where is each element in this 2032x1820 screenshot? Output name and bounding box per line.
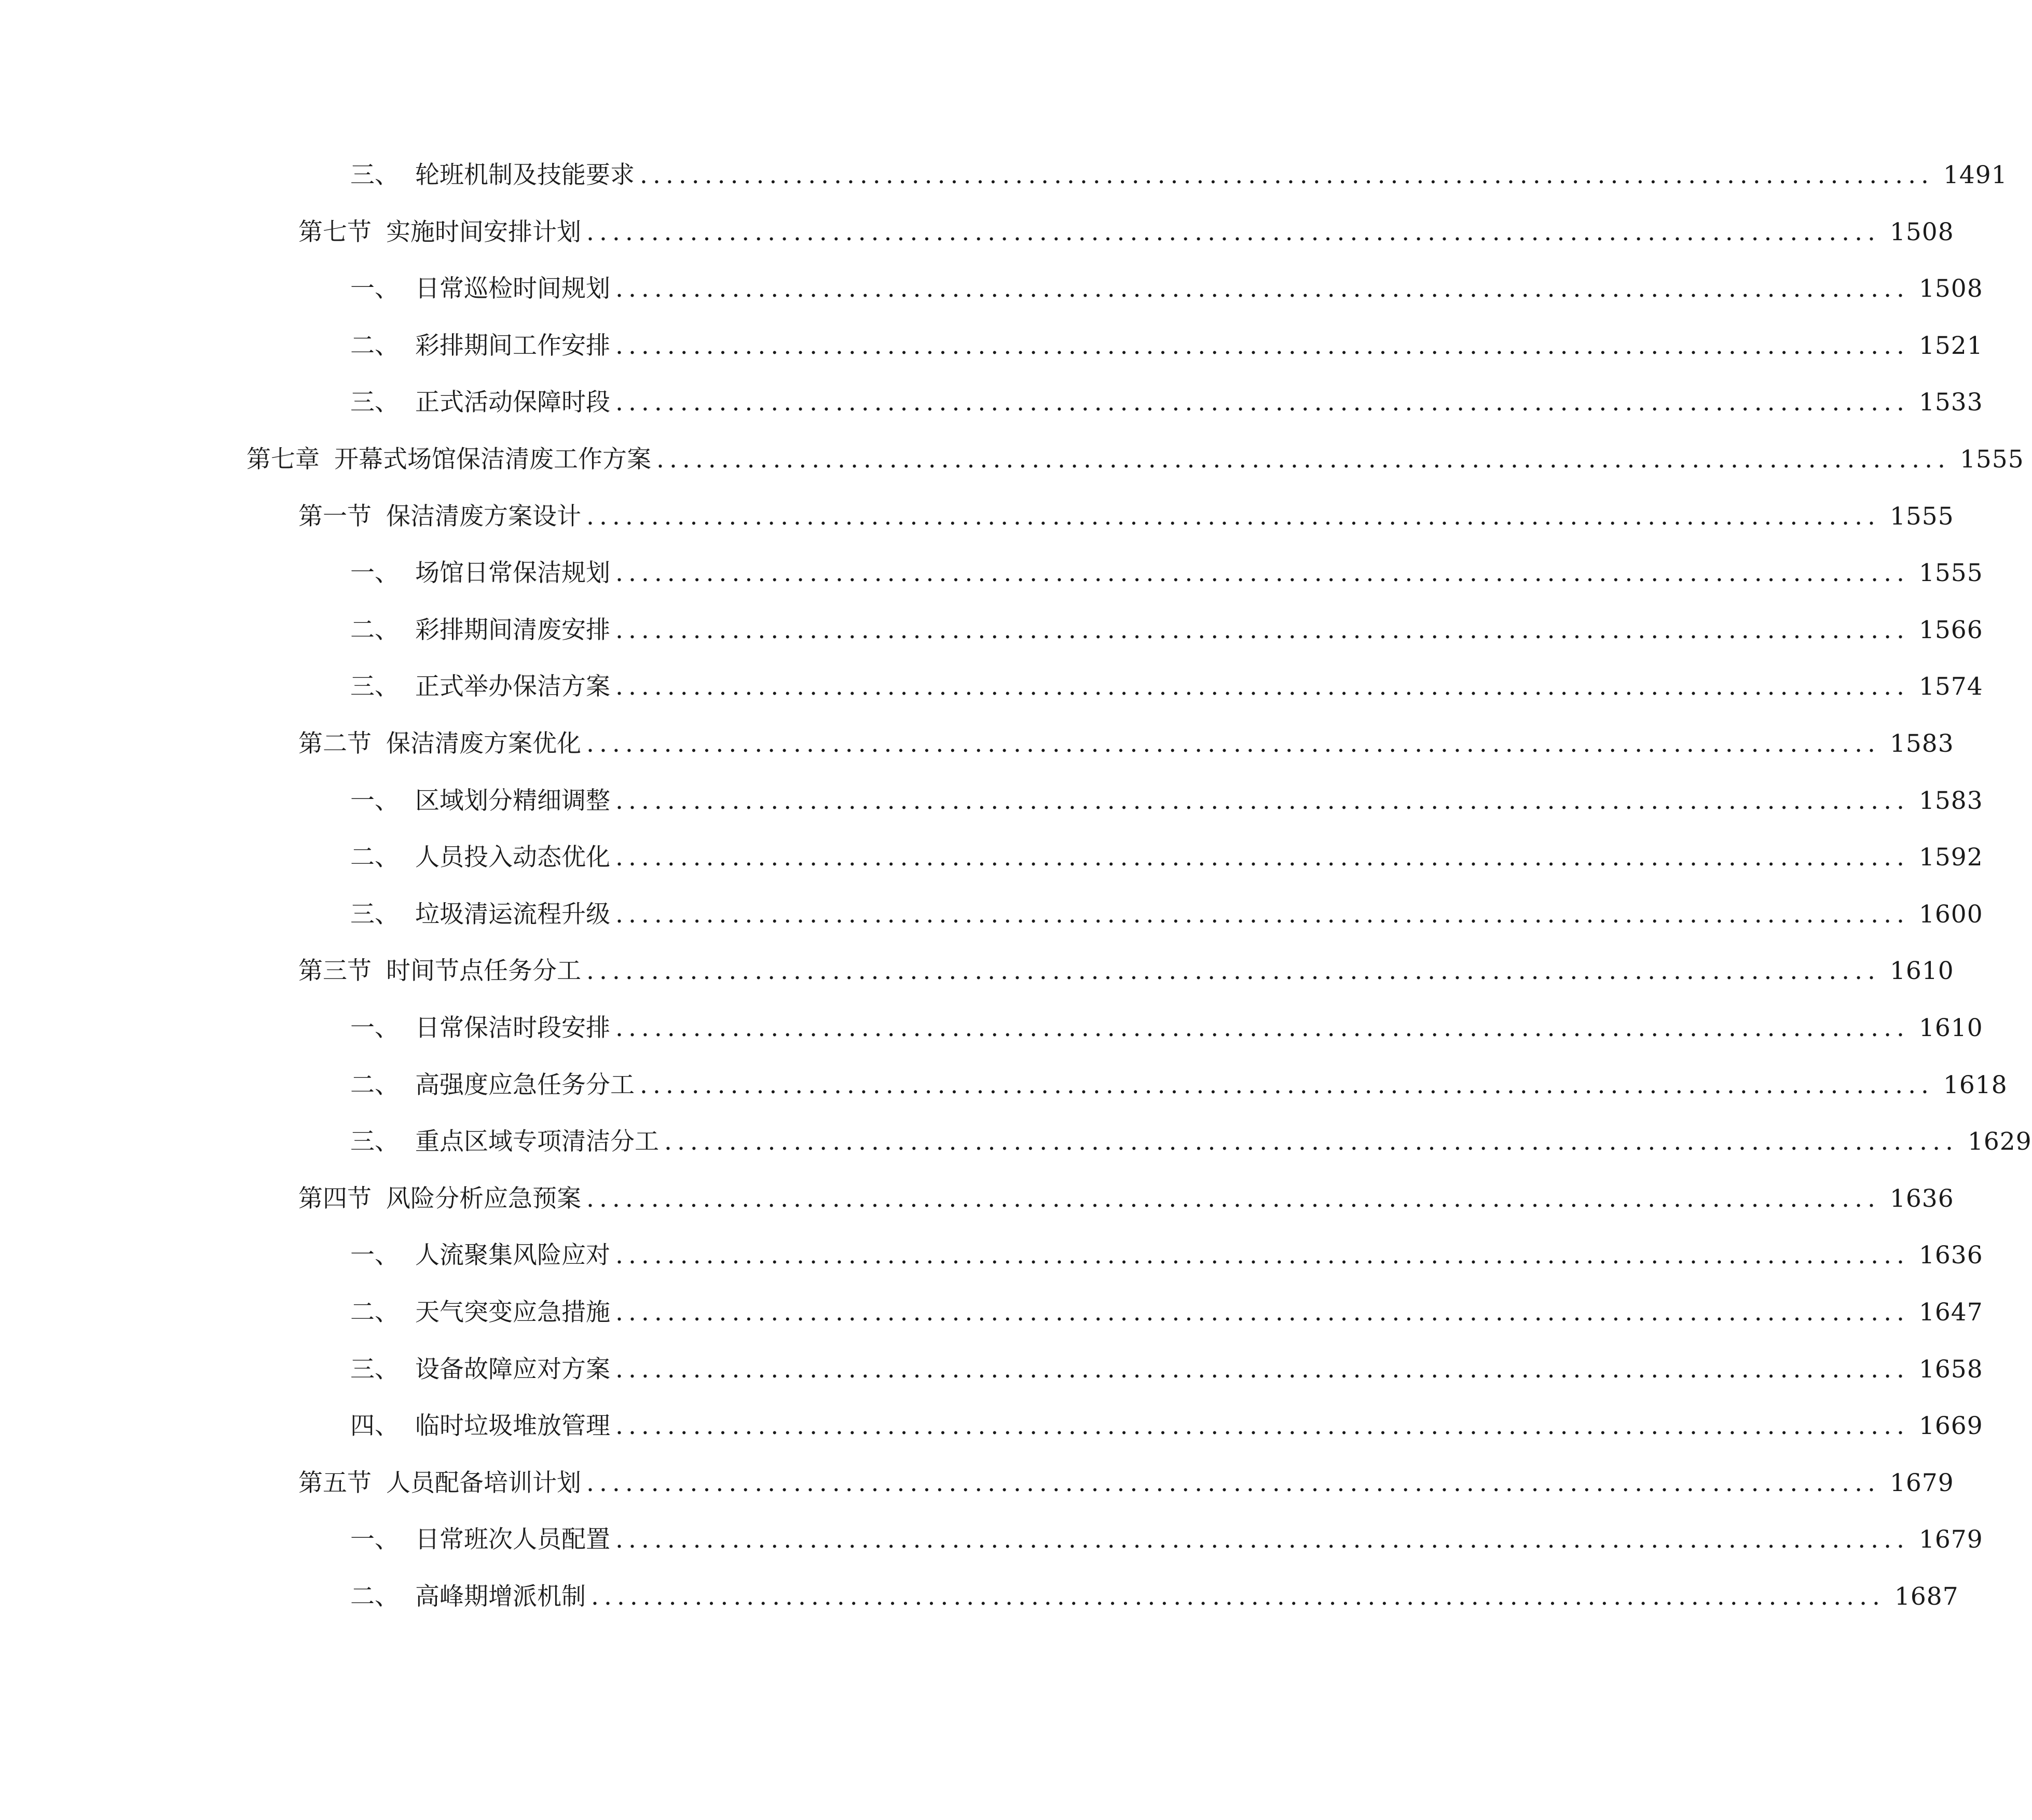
toc-entry-title: 设备故障应对方案	[415, 1355, 610, 1384]
toc-dot-leader: ....................................................................................................	[615, 274, 1910, 304]
toc-entry-number: 三、	[350, 1127, 399, 1156]
toc-entry-title: 日常保洁时段安排	[415, 1014, 610, 1042]
toc-dot-leader: ....................................................................................................	[615, 1014, 1910, 1042]
toc-entry-title: 高峰期增派机制	[415, 1582, 586, 1611]
toc-page-number: 1555	[1960, 445, 2024, 474]
toc-dot-leader: ....................................................................................................	[640, 1070, 1934, 1099]
toc-entry-title: 时间节点任务分工	[386, 957, 581, 986]
toc-entry-title: 实施时间安排计划	[386, 217, 581, 246]
toc-page-number: 1669	[1919, 1412, 1983, 1441]
toc-entry[interactable]	[350, 382, 1983, 423]
toc-entry-title: 正式举办保洁方案	[415, 672, 610, 701]
toc-page-number: 1618	[1943, 1070, 2008, 1099]
toc-entry-number: 二、	[350, 843, 399, 872]
toc-entry-number: 第二节	[298, 729, 372, 758]
toc-entry[interactable]	[350, 1065, 2008, 1106]
toc-entry[interactable]	[350, 1405, 1983, 1447]
toc-dot-leader: ....................................................................................................	[615, 615, 1910, 644]
toc-entry[interactable]	[350, 1121, 2032, 1163]
toc-dot-leader: ....................................................................................................	[615, 900, 1910, 929]
toc-dot-leader: ....................................................................................................	[656, 445, 1951, 474]
toc-entry[interactable]	[350, 780, 1983, 822]
toc-page-number: 1647	[1919, 1298, 1983, 1327]
toc-entry[interactable]	[298, 212, 1954, 253]
toc-entry-number: 一、	[350, 786, 399, 815]
toc-entry[interactable]	[350, 1576, 1959, 1618]
toc-entry-title: 日常班次人员配置	[415, 1525, 610, 1554]
toc-dot-leader: ....................................................................................................	[586, 502, 1880, 531]
toc-dot-leader: ....................................................................................................	[615, 331, 1910, 360]
toc-entry-title: 场馆日常保洁规划	[415, 559, 610, 588]
toc-entry-title: 保洁清废方案优化	[386, 729, 581, 758]
toc-entry-number: 二、	[350, 331, 399, 360]
toc-dot-leader: ....................................................................................................	[615, 388, 1910, 417]
toc-entry-title: 人流聚集风险应对	[415, 1241, 610, 1270]
toc-entry-number: 一、	[350, 1241, 399, 1270]
toc-entry-title: 重点区域专项清洁分工	[415, 1127, 659, 1156]
toc-entry-number: 二、	[350, 1582, 399, 1611]
toc-page-number: 1687	[1894, 1582, 1959, 1611]
toc-entry-title: 人员配备培训计划	[386, 1468, 581, 1497]
toc-entry-number: 三、	[350, 900, 399, 929]
toc-entry-number: 第七节	[298, 217, 372, 246]
toc-entry-title: 高强度应急任务分工	[415, 1070, 635, 1099]
toc-entry-title: 临时垃圾堆放管理	[415, 1412, 610, 1441]
toc-dot-leader: ....................................................................................................	[586, 957, 1880, 986]
toc-entry-number: 第七章	[246, 445, 320, 474]
toc-page-number: 1610	[1919, 1014, 1983, 1042]
toc-entry-number: 三、	[350, 161, 399, 189]
toc-entry-title: 垃圾清运流程升级	[415, 900, 610, 929]
toc-entry-number: 一、	[350, 274, 399, 304]
toc-entry-number: 第一节	[298, 502, 372, 531]
toc-dot-leader: ....................................................................................................	[615, 672, 1910, 701]
toc-entry-number: 三、	[350, 388, 399, 417]
toc-entry-title: 轮班机制及技能要求	[415, 161, 635, 189]
toc-dot-leader: ....................................................................................................	[615, 1412, 1910, 1441]
toc-dot-leader: ....................................................................................................	[615, 1241, 1910, 1270]
toc-entry-number: 三、	[350, 1355, 399, 1384]
toc-entry-title: 风险分析应急预案	[386, 1184, 581, 1213]
toc-page-number: 1508	[1919, 274, 1983, 304]
toc-entry-number: 三、	[350, 672, 399, 701]
toc-entry[interactable]	[350, 553, 1983, 594]
toc-page-number: 1636	[1919, 1241, 1983, 1270]
toc-entry-title: 保洁清废方案设计	[386, 502, 581, 531]
toc-entry-title: 开幕式场馆保洁清废工作方案	[334, 445, 651, 474]
toc-page-number: 1521	[1919, 331, 1983, 360]
toc-page-number: 1555	[1890, 502, 1954, 531]
toc-page-number: 1583	[1890, 729, 1954, 758]
toc-dot-leader: ....................................................................................................	[615, 559, 1910, 588]
toc-entry-number: 一、	[350, 1014, 399, 1042]
toc-entry[interactable]	[298, 1463, 1954, 1504]
toc-dot-leader: ....................................................................................................	[586, 729, 1880, 758]
toc-entry-number: 第五节	[298, 1468, 372, 1497]
toc-entry[interactable]	[298, 723, 1954, 765]
toc-entry[interactable]	[298, 950, 1954, 992]
toc-page-number: 1583	[1919, 786, 1983, 815]
toc-entry-number: 一、	[350, 1525, 399, 1554]
toc-page-number: 1658	[1919, 1355, 1983, 1384]
toc-entry[interactable]	[350, 1008, 1983, 1049]
toc-dot-leader: ....................................................................................................	[591, 1582, 1885, 1611]
toc-entry-title: 正式活动保障时段	[415, 388, 610, 417]
toc-entry[interactable]	[350, 837, 1983, 878]
toc-page-number: 1610	[1890, 957, 1954, 986]
toc-entry-number: 二、	[350, 1070, 399, 1099]
toc-page-number: 1592	[1919, 843, 1983, 872]
toc-entry[interactable]	[246, 439, 2024, 480]
toc-entry-number: 第四节	[298, 1184, 372, 1213]
toc-entry[interactable]	[350, 610, 1983, 651]
toc-entry-title: 人员投入动态优化	[415, 843, 610, 872]
toc-entry[interactable]	[350, 1519, 1983, 1561]
toc-entry[interactable]	[350, 325, 1983, 367]
toc-dot-leader: ....................................................................................................	[586, 217, 1880, 246]
toc-entry-title: 天气突变应急措施	[415, 1298, 610, 1327]
toc-dot-leader: ....................................................................................................	[640, 161, 1934, 189]
toc-dot-leader: ....................................................................................................	[586, 1184, 1880, 1213]
toc-page-number: 1636	[1890, 1184, 1954, 1213]
toc-entry-title: 日常巡检时间规划	[415, 274, 610, 304]
toc-entry-title: 区域划分精细调整	[415, 786, 610, 815]
toc-dot-leader: ....................................................................................................	[615, 786, 1910, 815]
toc-page-number: 1555	[1919, 559, 1983, 588]
toc-entry[interactable]	[350, 155, 2008, 196]
toc-page-number: 1566	[1919, 615, 1983, 644]
toc-dot-leader: ....................................................................................................	[615, 843, 1910, 872]
toc-dot-leader: ....................................................................................................	[586, 1468, 1880, 1497]
toc-entry[interactable]	[350, 268, 1983, 310]
toc-entry[interactable]	[350, 1235, 1983, 1276]
toc-page-number: 1574	[1919, 672, 1983, 701]
toc-dot-leader: ....................................................................................................	[615, 1355, 1910, 1384]
toc-dot-leader: ....................................................................................................	[615, 1525, 1910, 1554]
toc-page-number: 1508	[1890, 217, 1954, 246]
toc-page-number: 1629	[1968, 1127, 2032, 1156]
toc-entry-title: 彩排期间清废安排	[415, 615, 610, 644]
toc-entry-title: 彩排期间工作安排	[415, 331, 610, 360]
toc-page-number: 1491	[1943, 161, 2008, 189]
toc-entry[interactable]	[350, 1292, 1983, 1333]
toc-entry-number: 第三节	[298, 957, 372, 986]
toc-entry-number: 二、	[350, 1298, 399, 1327]
toc-entry[interactable]	[350, 894, 1983, 935]
toc-page-number: 1679	[1919, 1525, 1983, 1554]
toc-dot-leader: ....................................................................................................	[615, 1298, 1910, 1327]
toc-entry[interactable]	[298, 1178, 1954, 1220]
toc-entry-number: 二、	[350, 615, 399, 644]
toc-entry-number: 一、	[350, 559, 399, 588]
toc-dot-leader: ....................................................................................................	[664, 1127, 1958, 1156]
toc-entry[interactable]	[350, 1349, 1983, 1390]
toc-page-number: 1600	[1919, 900, 1983, 929]
toc-page-number: 1679	[1890, 1468, 1954, 1497]
toc-entry[interactable]	[298, 496, 1954, 537]
toc-entry-number: 四、	[350, 1412, 399, 1441]
toc-entry[interactable]	[350, 666, 1983, 708]
toc-page-number: 1533	[1919, 388, 1983, 417]
